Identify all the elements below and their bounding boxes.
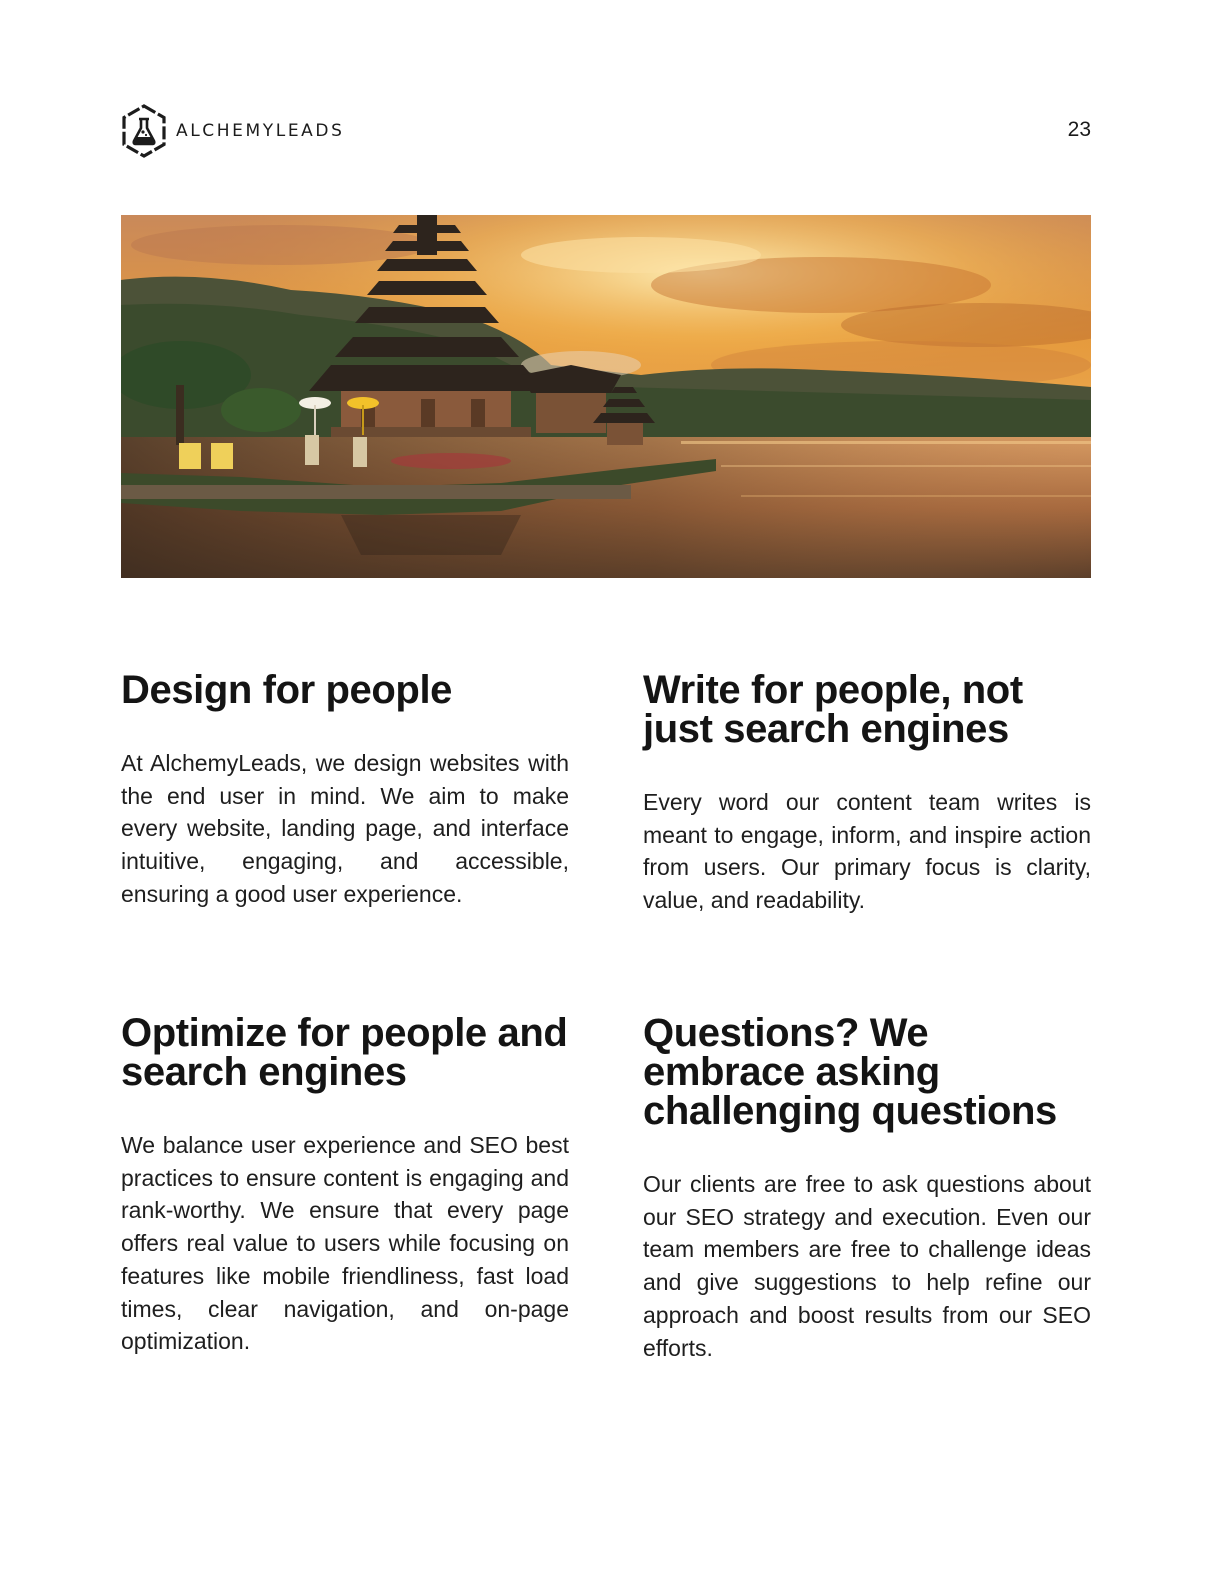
section-design-for-people — [121, 668, 569, 911]
page-header — [121, 104, 1091, 160]
section-questions — [643, 1011, 1091, 1364]
section-write-for-people — [643, 668, 1091, 917]
hexagon-flask-logo-icon — [121, 104, 167, 158]
hero-image — [121, 215, 1091, 578]
section-optimize-for-people — [121, 1011, 569, 1358]
page-number: 23 — [1067, 118, 1091, 141]
section-title: Design for people — [121, 668, 453, 712]
section-body: Every word our content team writes is meant to engage, inform, and inspire action from users. Our primary focus is clarity, value, and readability. — [643, 789, 1091, 914]
brand-name: ALCHEMYLEADS — [176, 121, 345, 141]
section-title: Optimize for people and search engines — [121, 1011, 568, 1094]
section-body: Our clients are free to ask questions about our SEO strategy and execution. Even our team members are free to challenge ideas and give suggestions to help refine our approach and boost results from our SEO efforts. — [643, 1171, 1091, 1361]
section-title: Questions? We embrace asking challenging questions — [643, 1011, 1057, 1133]
section-body: At AlchemyLeads, we design websites with the end user in mind. We aim to make every website, landing page, and interface intuitive, engaging, and accessible, ensuring a good user experience. — [121, 750, 569, 907]
section-body: We balance user experience and SEO best practices to ensure content is engaging and rank-worthy. We ensure that every page offers real value to users while focusing on features like mobile friendliness, fast load times, clear navigation, and on-page optimization. — [121, 1132, 569, 1355]
temple-lake-sunset-photo — [121, 215, 1091, 578]
section-title: Write for people, not just search engines — [643, 668, 1023, 751]
brand-logo[interactable] — [121, 104, 344, 158]
